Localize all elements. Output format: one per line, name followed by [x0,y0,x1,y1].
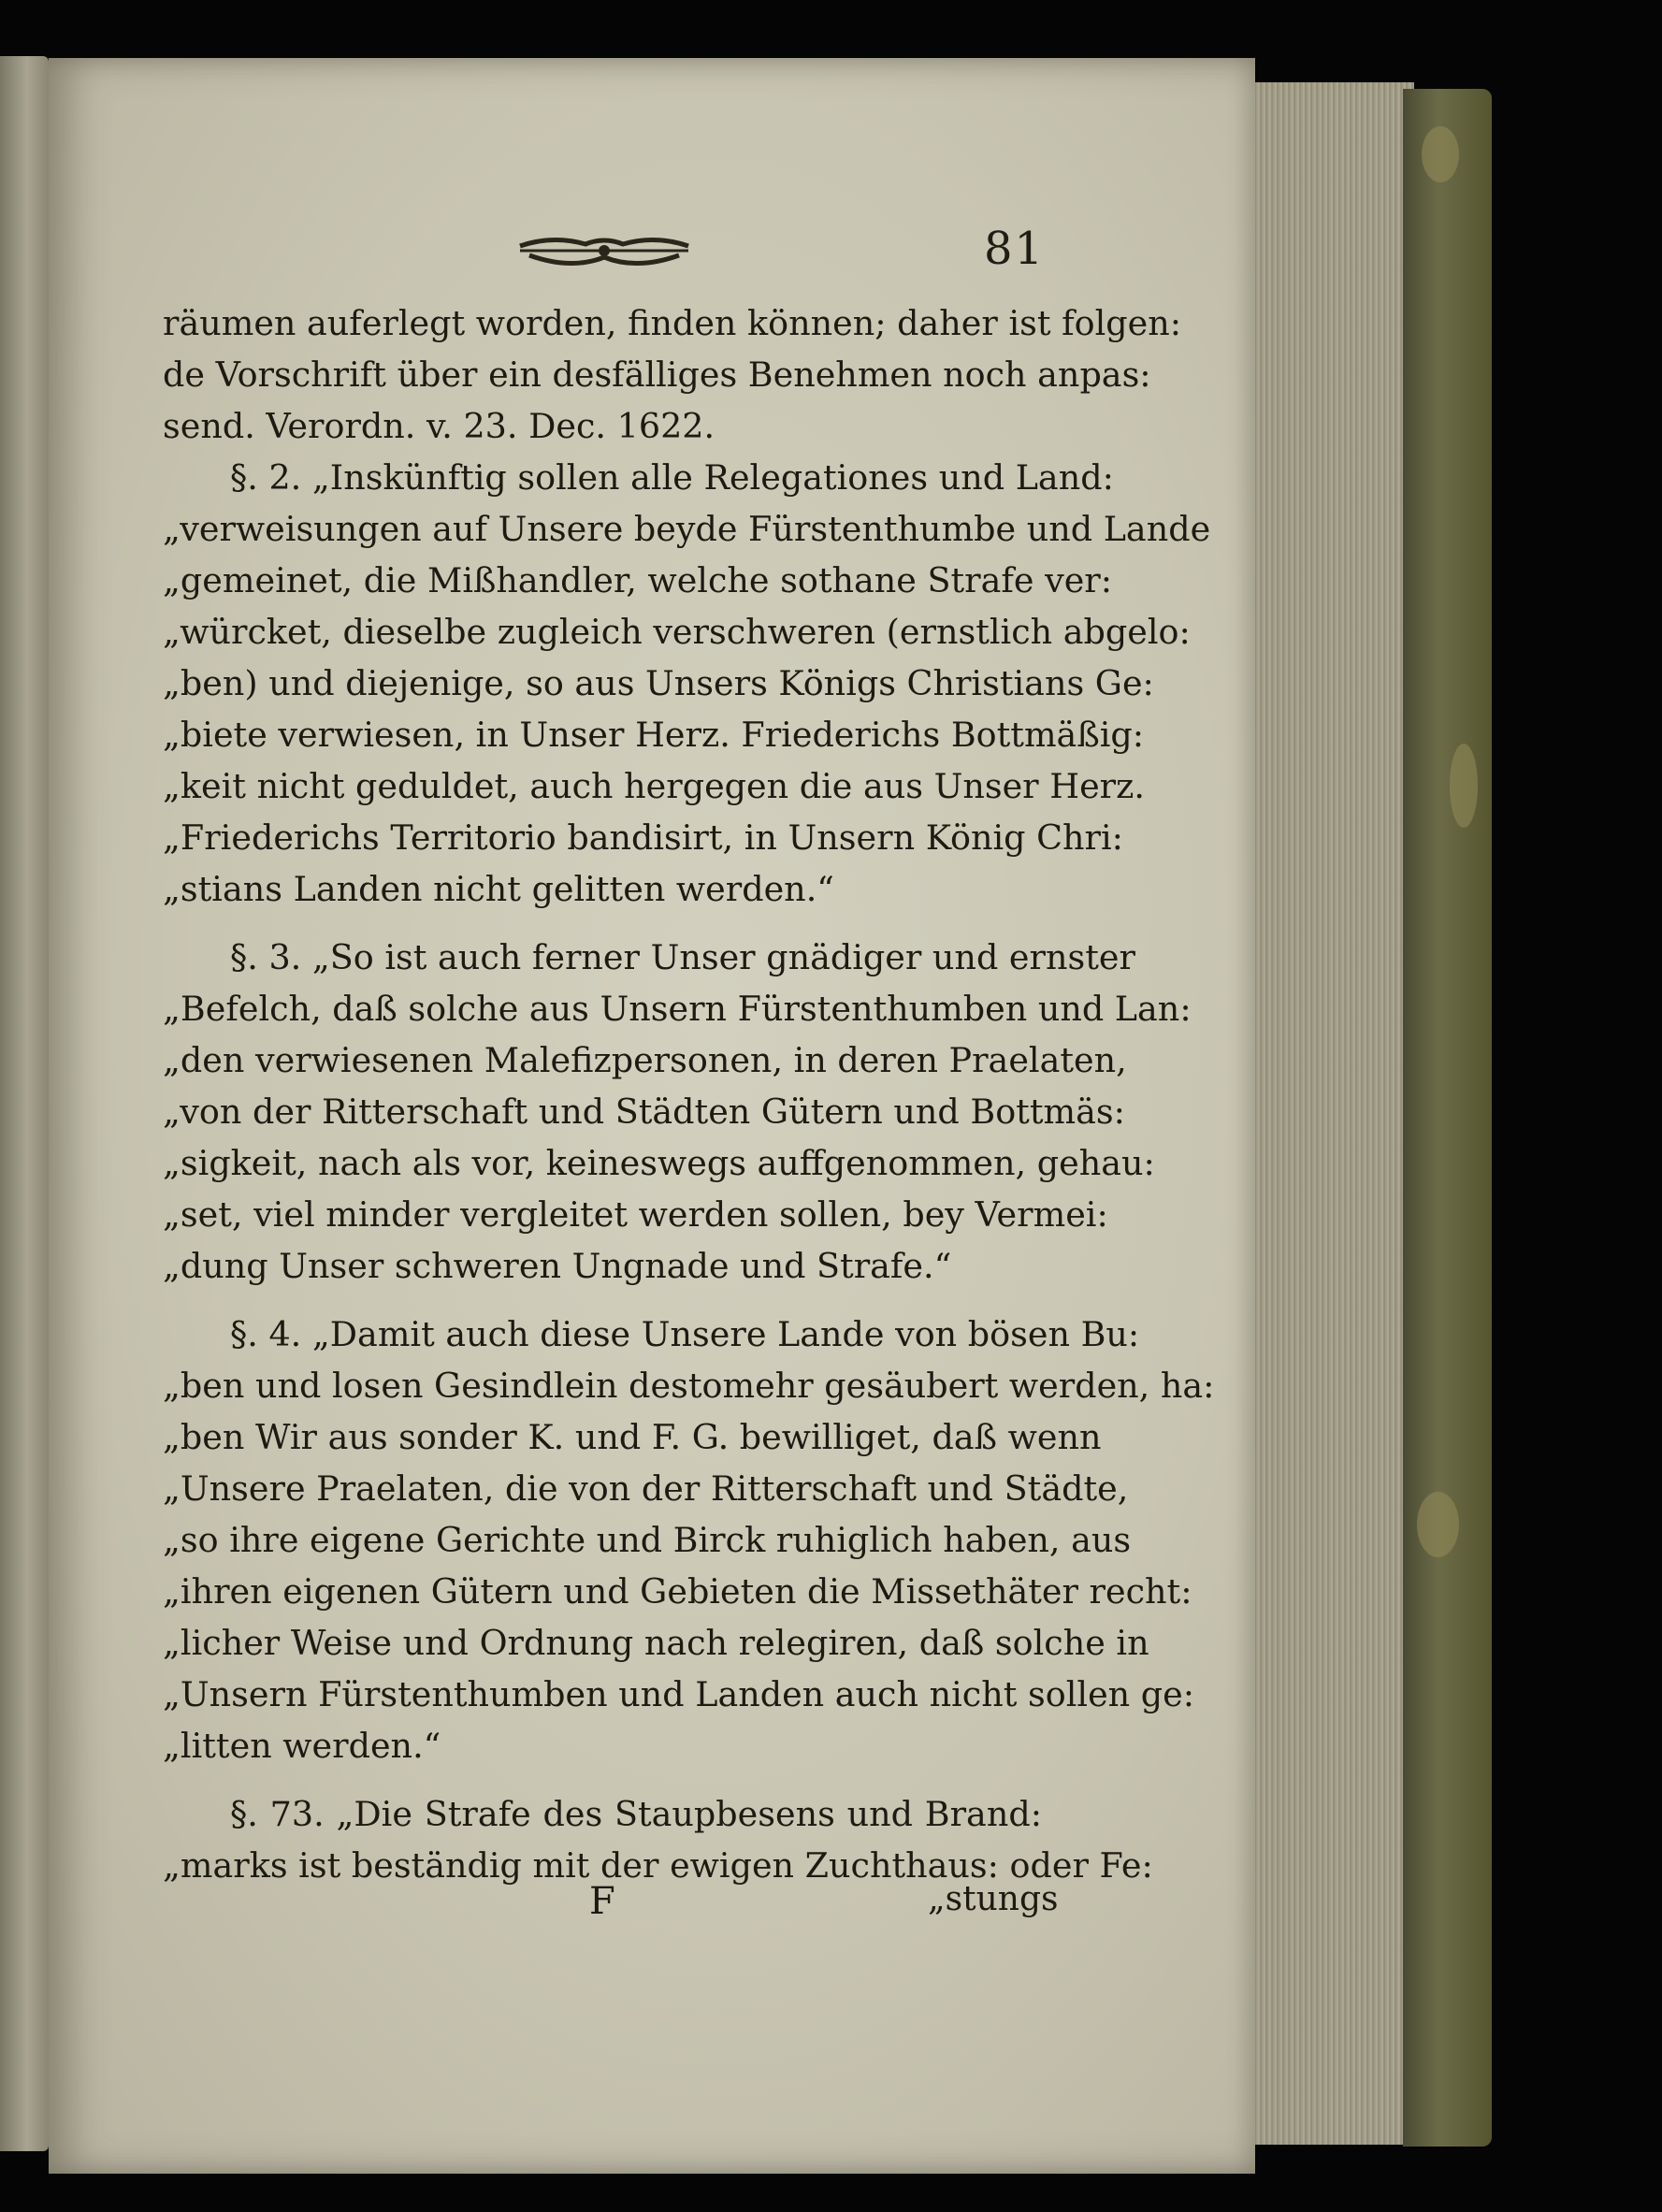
text-line: de Vorschrift über ein desfälliges Benehmen noch anpas: [163,354,1151,395]
paragraph-2-line: §. 2. „Inskünftig sollen alle Relegationes und Land: [230,457,1114,498]
text-line: „ihren eigenen Gütern und Gebieten die Missethäter recht: [163,1571,1192,1612]
text-line: „Friederichs Territorio bandisirt, in Unsern König Chri: [163,817,1123,858]
text-line: „biete verwiesen, in Unser Herz. Friederichs Bottmäßig: [163,715,1145,755]
text-line: „würcket, dieselbe zugleich verschweren (ernstlich abgelo: [163,612,1191,652]
book-cover-board [1403,89,1492,2147]
text-line: „sigkeit, nach als vor, keineswegs auffgenommen, gehau: [163,1143,1155,1183]
paragraph-3-line: §. 3. „So ist auch ferner Unser gnädiger und ernster [230,937,1135,977]
catchword: „stungs [928,1880,1059,1918]
text-line: „ben Wir aus sonder K. und F. G. bewilliget, daß wenn [163,1417,1102,1457]
book-fore-edge [1244,82,1414,2145]
text-line: „Unsern Fürstenthumben und Landen auch nicht sollen ge: [163,1674,1195,1714]
text-line: „ben) und diejenige, so aus Unsers Königs Christians Ge: [163,663,1154,703]
text-line: „von der Ritterschaft und Städten Gütern und Bottmäs: [163,1092,1125,1132]
text-line: „dung Unser schweren Ungnade und Strafe.“ [163,1246,952,1286]
text-line: räumen auferlegt worden, finden können; daher ist folgen: [163,303,1182,343]
text-line: „Befelch, daß solche aus Unsern Fürstenthumben und Lan: [163,989,1192,1029]
text-line: „licher Weise und Ordnung nach relegiren, daß solche in [163,1623,1149,1663]
text-line: „verweisungen auf Unsere beyde Fürstenthumbe und Lande [163,509,1211,549]
text-line: „den verwiesenen Malefizpersonen, in deren Praelaten, [163,1040,1127,1080]
header-ornament [515,227,693,274]
page-number: 81 [984,223,1046,275]
text-line: „Unsere Praelaten, die von der Ritterschaft und Städte, [163,1468,1129,1509]
text-line: „stians Landen nicht gelitten werden.“ [163,869,834,909]
text-line: „ben und losen Gesindlein destomehr gesäubert werden, ha: [163,1366,1215,1406]
text-line: „marks ist beständig mit der ewigen Zuchthaus: oder Fe: [163,1845,1153,1886]
text-line: „keit nicht geduldet, auch hergegen die aus Unser Herz. [163,766,1145,806]
text-line: „so ihre eigene Gerichte und Birck ruhiglich haben, aus [163,1520,1132,1560]
left-page-edge [0,56,49,2151]
text-line: send. Verordn. v. 23. Dec. 1622. [163,406,715,446]
text-line: „litten werden.“ [163,1726,441,1766]
text-line: „set, viel minder vergleitet werden sollen, bey Vermei: [163,1194,1108,1235]
body-text [163,297,1215,1891]
paragraph-4-line: §. 4. „Damit auch diese Unsere Lande von bösen Bu: [230,1314,1140,1354]
paragraph-73-line: §. 73. „Die Strafe des Staupbesens und Brand: [230,1794,1042,1834]
text-line: „gemeinet, die Mißhandler, welche sothane Strafe ver: [163,560,1113,600]
signature-mark: F [589,1880,615,1923]
